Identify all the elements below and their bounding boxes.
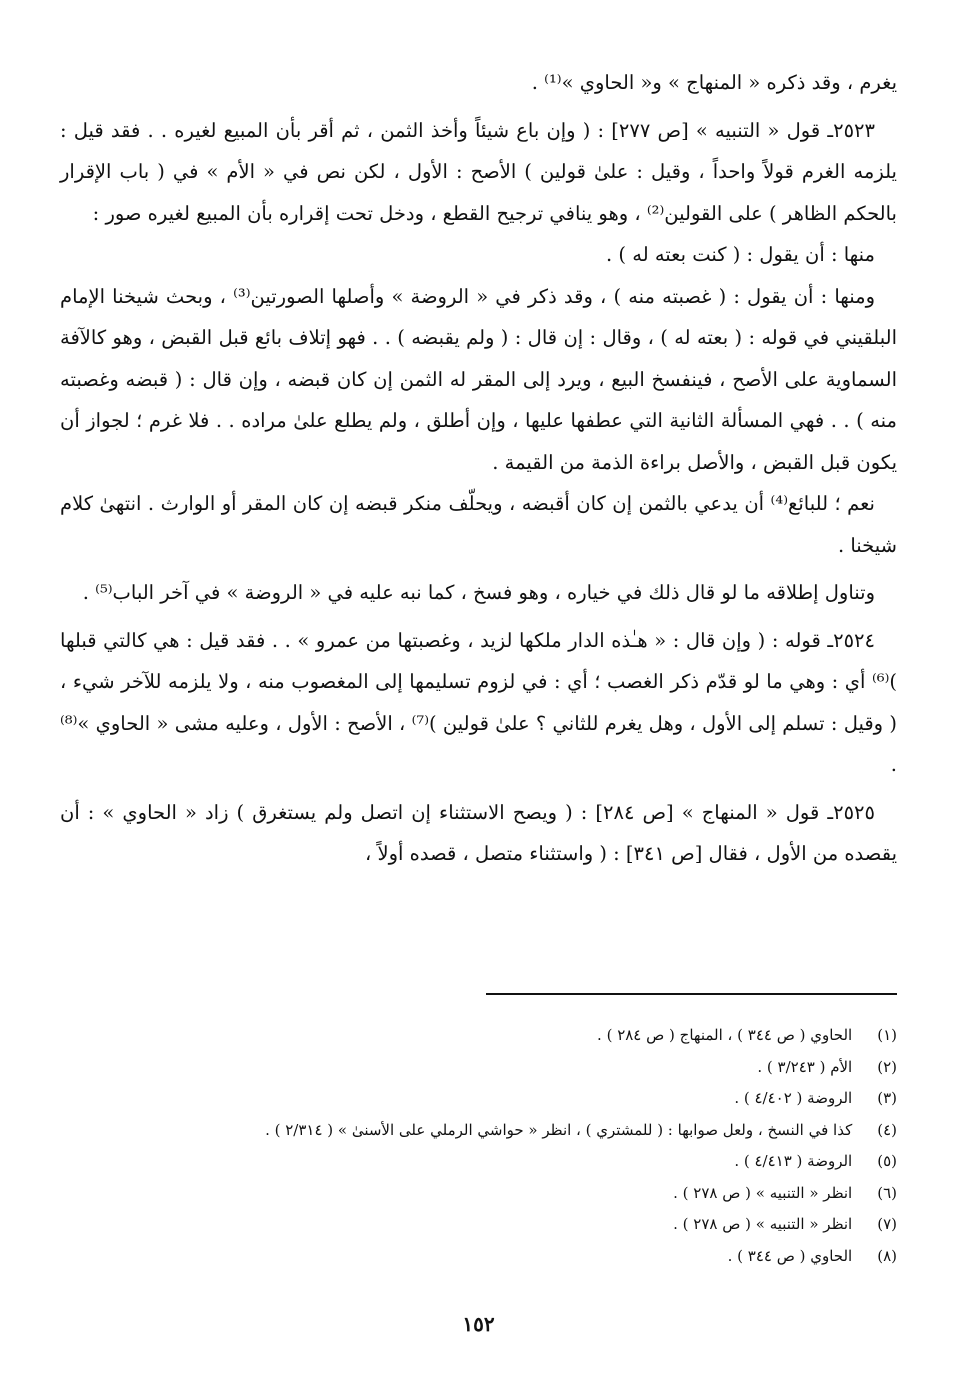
footnote-item: [217, 1052, 897, 1084]
footnote-text: انظر « التنبيه » ( ص ٢٧٨ ) .: [673, 1215, 853, 1233]
footnote-text: الحاوي ( ص ٣٤٤ ) ، المنهاج ( ص ٢٨٤ ) .: [597, 1026, 853, 1044]
paragraph-2525: ٢٥٢٥ـ قول « المنهاج » [ص ٢٨٤] : ( ويصح الاستثناء إن اتصل ولم يستغرق ) زاد « الحاوي » : أن يقصده من الأول ، فقال [ص ٣٤١] : ( واستثناء متصل ، قصده أولاً ،: [60, 800, 897, 865]
footnote-text: الأم ( ٣/٢٤٣ ) .: [757, 1057, 853, 1076]
footnote-item: [217, 1178, 897, 1210]
footnote-text: انظر « التنبيه » ( ص ٢٧٨ ) .: [673, 1183, 853, 1202]
paragraph-minha: منها : أن يقول : ( كنت بعته له ) .: [606, 243, 875, 266]
paragraph-2523: ٢٥٢٣ـ قول « التنبيه » [ص ٢٧٧] : ( وإن باع شيئاً وأخذ الثمن ، ثم أقر بأن المبيع لغيره . . فقد قيل : يلزمه الغرم قولاً واحداً ، وقيل : علىٰ قولين ) الأصح : الأول ، لكن نص في « الأم » في ( باب الإقرار بالحكم الظاهر ) على القولين⁽²⁾ ، وهو ينافي ترجيح القطع ، ودخل تحت إقراره بأن المبيع لغيره صور :: [60, 118, 897, 225]
footnote-item: [217, 1209, 897, 1241]
footnote-number: (٢): [877, 1057, 897, 1076]
footnote-text: كذا في النسخ ، ولعل صوابها : ( للمشتري ) ، انظر « حواشي الرملي على الأسنىٰ » ( ٢/٣١٤ ) .: [265, 1120, 853, 1139]
footnote-number: (٨): [877, 1246, 897, 1265]
footnote-text: الروضة ( ٤/٤١٣ ) .: [734, 1152, 853, 1170]
paragraph-1: يغرم ، وقد ذكره « المنهاج » و« الحاوي »⁽¹⁾ .: [531, 71, 897, 94]
footnote-number: (٤): [877, 1120, 897, 1139]
footnote-item: [217, 1115, 897, 1147]
footnote-number: (١): [877, 1026, 897, 1044]
footnote-number: (٦): [877, 1183, 897, 1202]
main-text: [60, 62, 897, 875]
footnote-number: (٥): [877, 1152, 897, 1170]
page-number: ١٥٢: [462, 1312, 495, 1336]
paragraph-2524: ٢٥٢٤ـ قوله : ( وإن قال : « هـٰذه الدار ملكها لزيد ، وغصبتها من عمرو » . . فقد قيل : هي كالتي قبلها )⁽⁶⁾ أي : وهي ما لو قدّم ذكر الغصب ؛ أي : في لزوم تسليمها إلى المغصوب منه ، ولا يلزمه للآخر شيء ، ( وقيل : تسلم إلى الأول ، وهل يغرم للثاني ؟ علىٰ قولين )⁽⁷⁾ ، الأصح : الأول ، وعليه مشى « الحاوي »⁽⁸⁾ .: [60, 628, 897, 776]
paragraph-wa-minha: ومنها : أن يقول : ( غصبته منه ) ، وقد ذكر في « الروضة » وأصلها الصورتين⁽³⁾ ، وبحث شيخنا الإمام البلقيني في قوله : ( بعته له ) ، وقال : إن قال : ( ولم يقبضه ) . . فهو إتلاف بائع قبل القبض ، وهو كالآفة السماوية على الأصح ، فينفسخ البيع ، ويرد إلى المقر له الثمن إن كان قبضه ، وإن قال : ( قبضه وغصبته منه ) . . فهي المسألة الثانية التي عطفها عليها ، وإن أطلق ، ولم يطلع علىٰ مراده . . فلا غرم ؛ لجواز أن يكون قبل القبض ، والأصل براءة الذمة من القيمة .: [60, 284, 898, 474]
paragraph-naam: نعم ؛ للبائع⁽⁴⁾ أن يدعي بالثمن إن كان أقبضه ، ويحلّف منكر قبضه إن كان المقر أو الوارث . انتهىٰ كلام شيخنا .: [60, 492, 897, 557]
footnote-number: (٣): [877, 1089, 897, 1107]
footnotes: [217, 1020, 897, 1272]
footnote-item: [217, 1020, 897, 1052]
footnote-text: الروضة ( ٤/٤٠٢ ) .: [734, 1089, 853, 1107]
footnote-text: الحاوي ( ص ٣٤٤ ) .: [727, 1246, 853, 1265]
footnote-item: [217, 1146, 897, 1178]
footnote-item: [217, 1241, 897, 1273]
footnote-item: [217, 1083, 897, 1115]
paragraph-tanawal: وتناول إطلاقه ما لو قال ذلك في خياره ، وهو فسخ ، كما نبه عليه في « الروضة » في آخر الباب⁽⁵⁾ .: [82, 581, 875, 604]
footnote-separator: [486, 993, 897, 995]
footnote-number: (٧): [877, 1215, 897, 1233]
